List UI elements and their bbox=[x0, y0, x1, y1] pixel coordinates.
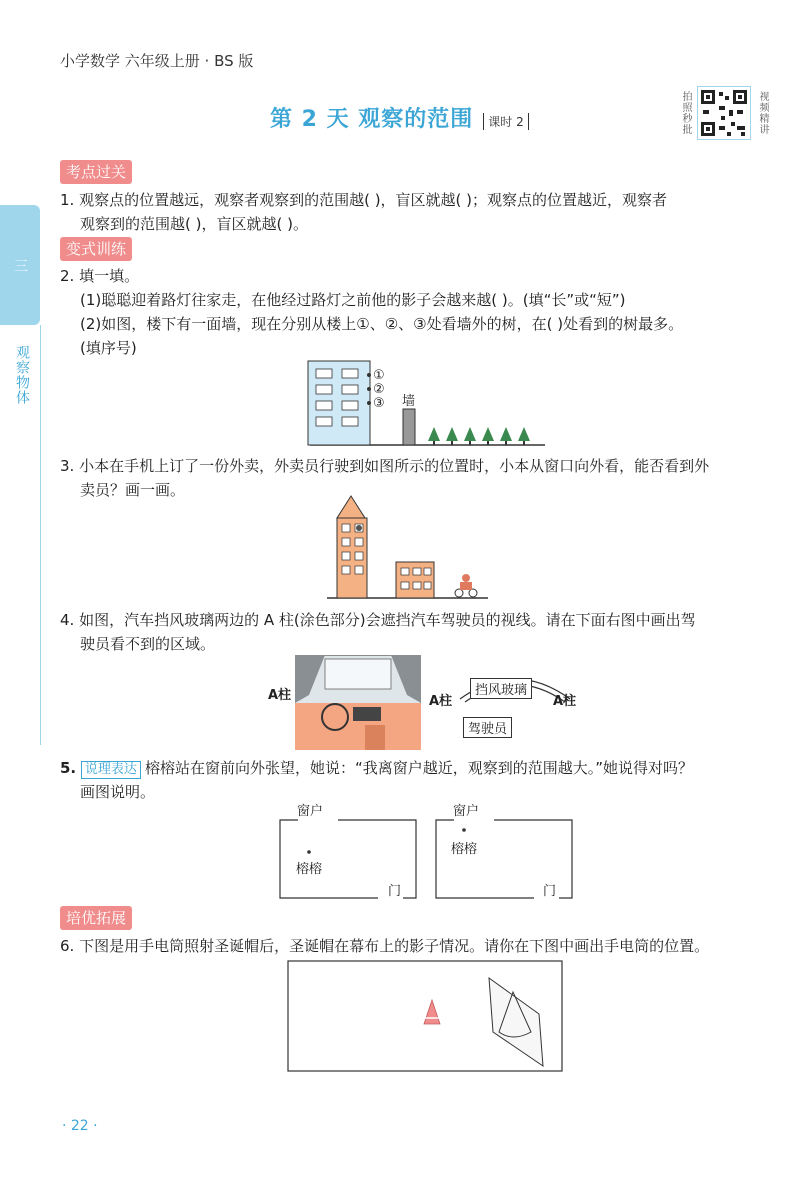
q1-line1: 1. 观察点的位置越远，观察者观察到的范围越( )，盲区就越( )；观察点的位置越近，观察者 bbox=[60, 191, 668, 209]
q2-p1: (1)聪聪迎着路灯往家走，在他经过路灯之前他的影子会越来越( )。(填“长”或“短”) bbox=[80, 291, 626, 309]
q5-tag: 说理表达 bbox=[81, 761, 141, 779]
side-tab-symbol: 三 bbox=[14, 259, 28, 275]
qr-right-text: 视频精讲 bbox=[757, 91, 768, 135]
q5-left-window: 窗户 bbox=[297, 804, 324, 819]
q4-windshield: 挡风玻璃 bbox=[470, 678, 532, 699]
q4-line1: 4. 如图，汽车挡风玻璃两边的 A 柱(涂色部分)会遮挡汽车驾驶员的视线。请在下面右图中画出驾 bbox=[60, 611, 696, 629]
q5-right-person: 榕榕 bbox=[451, 842, 478, 857]
q2-fig-n3: ③ bbox=[373, 396, 385, 411]
q6-line1: 6. 下图是用手电筒照射圣诞帽后，圣诞帽在幕布上的影子情况。请你在下图中画出手电筒的位置。 bbox=[60, 937, 710, 955]
q5-left-door: 门 bbox=[388, 884, 402, 899]
q5-right-window: 窗户 bbox=[453, 804, 480, 819]
page-number: · 22 · bbox=[62, 1118, 98, 1134]
q2-p3: (填序号) bbox=[80, 339, 137, 357]
lesson-title bbox=[270, 102, 529, 133]
title-main: 第 2 天 观察的范围 bbox=[270, 107, 474, 132]
q2-fig-n1: ① bbox=[373, 368, 385, 383]
q3-figure bbox=[325, 490, 490, 602]
book-header: 小学数学 六年级上册 · BS 版 bbox=[60, 52, 254, 70]
q1-line2: 观察到的范围越( )，盲区就越( )。 bbox=[80, 215, 308, 233]
side-line bbox=[40, 325, 41, 745]
q5-right-door: 门 bbox=[543, 884, 557, 899]
q3-line2: 卖员？画一画。 bbox=[80, 481, 186, 499]
section-tag-2: 变式训练 bbox=[60, 237, 132, 261]
qr-left-text: 拍照秒批 bbox=[680, 91, 691, 135]
q5-left-person: 榕榕 bbox=[296, 862, 323, 877]
q4-a-mid: A柱 bbox=[429, 694, 453, 709]
q2-fig-n2: ② bbox=[373, 382, 385, 397]
q4-line2: 驶员看不到的区域。 bbox=[80, 635, 216, 653]
q2-fig-wall: 墙 bbox=[402, 394, 416, 409]
q5-line2: 画图说明。 bbox=[80, 783, 156, 801]
qr-block bbox=[678, 86, 770, 140]
q5-text: 榕榕站在窗前向外张望，她说：“我离窗户越近，观察到的范围越大。”她说得对吗？ bbox=[144, 759, 693, 777]
q4-car-interior bbox=[295, 655, 421, 750]
q2-title: 2. 填一填。 bbox=[60, 267, 140, 285]
q6-figure bbox=[287, 960, 563, 1072]
qr-code-icon bbox=[697, 86, 751, 140]
q3-line1: 3. 小本在手机上订了一份外卖，外卖员行驶到如图所示的位置时，小本从窗口向外看，能否看到外 bbox=[60, 457, 710, 475]
q4-a-left: A柱 bbox=[268, 688, 292, 703]
title-tag: 课时 2 bbox=[483, 113, 528, 130]
q2-p2: (2)如图，楼下有一面墙，现在分别从楼上①、②、③处看墙外的树，在( )处看到的树最多。 bbox=[80, 315, 684, 333]
q4-driver: 驾驶员 bbox=[463, 717, 512, 738]
section-tag-1: 考点过关 bbox=[60, 160, 132, 184]
section-tag-3: 培优拓展 bbox=[60, 906, 132, 930]
q2-figure bbox=[300, 355, 550, 450]
q5-num: 5. bbox=[60, 759, 77, 777]
q4-a-right: A柱 bbox=[553, 694, 577, 709]
side-label: 观察物体 bbox=[14, 345, 30, 405]
q5-line1 bbox=[60, 756, 775, 780]
